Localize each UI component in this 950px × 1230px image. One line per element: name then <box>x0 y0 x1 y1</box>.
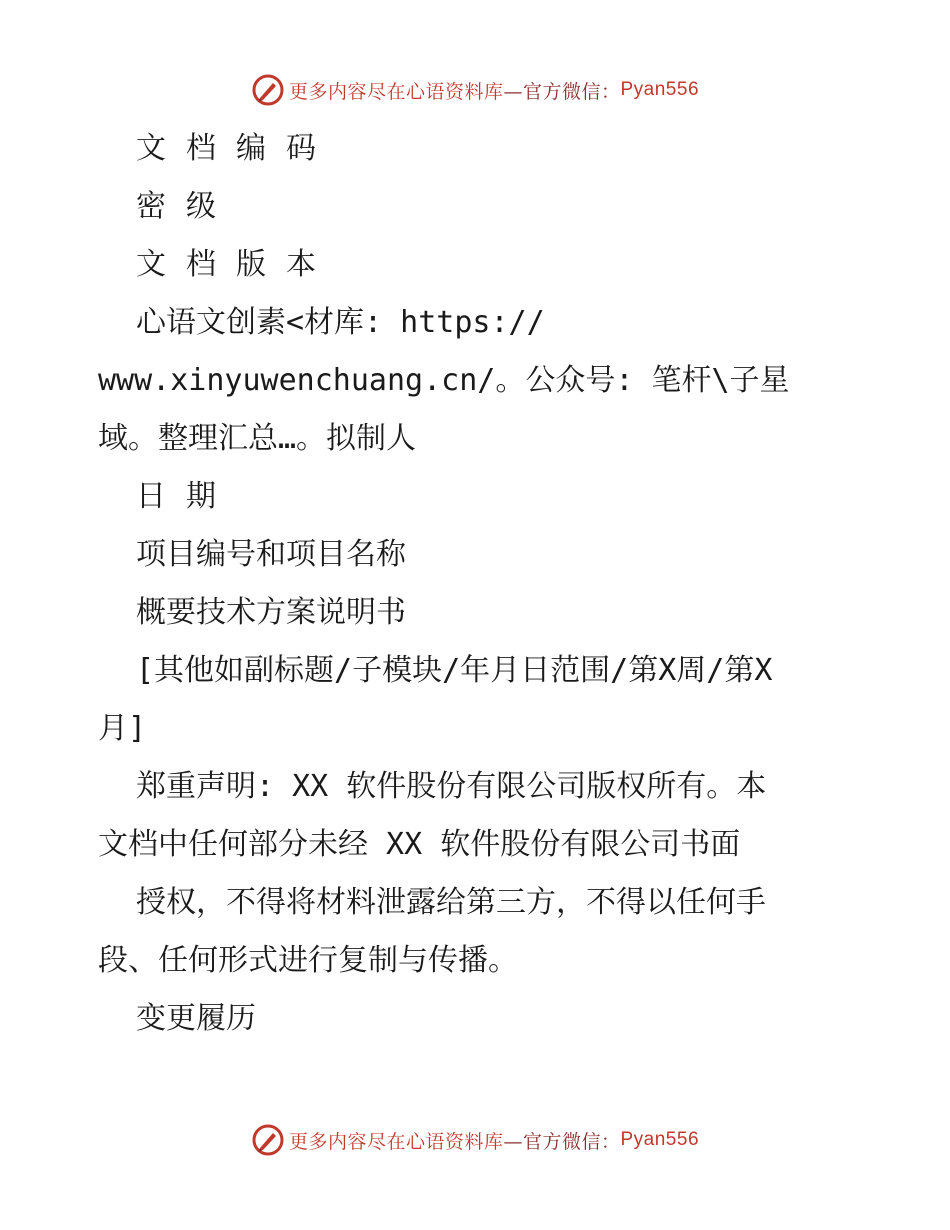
doc-line-code: 文档编码 <box>136 131 336 166</box>
doc-line-notice-1: 郑重声明: XX 软件股份有限公司版权所有。本 <box>136 769 767 804</box>
doc-line-source-1: 心语文创素<材库: https:// <box>136 305 545 340</box>
doc-line-notice-3: 授权，不得将材料泄露给第三方，不得以任何手 <box>136 885 766 920</box>
pen-logo-icon <box>251 1123 285 1157</box>
doc-line-date: 日期 <box>136 479 236 514</box>
doc-line-subtitle-1: [其他如副标题/子模块/年月日范围/第X周/第X <box>136 653 773 688</box>
doc-line-notice-2: 文档中任何部分未经 XX 软件股份有限公司书面 <box>98 827 741 862</box>
doc-line-project: 项目编号和项目名称 <box>136 537 406 572</box>
banner-wechat-id: Pyan556 <box>620 1129 700 1150</box>
pen-logo-icon <box>251 73 285 107</box>
header-watermark-banner <box>0 70 950 110</box>
banner-separator-text: —官方微信： <box>503 1130 621 1153</box>
doc-line-source-2: www.xinyuwenchuang.cn/。公众号: 笔杆\子星 <box>98 363 790 398</box>
document-body <box>98 120 868 1048</box>
banner-separator-text: —官方微信： <box>503 80 621 103</box>
doc-line-notice-4: 段、任何形式进行复制与传播。 <box>98 943 518 978</box>
doc-line-subtitle-2: 月] <box>98 711 147 746</box>
banner-main-text: 更多内容尽在心语资料库 <box>288 80 504 103</box>
doc-line-source-3: 域。整理汇总…。拟制人 <box>98 421 417 456</box>
doc-line-change-history: 变更履历 <box>136 1001 256 1036</box>
footer-watermark-banner <box>0 1120 950 1160</box>
banner-main-text: 更多内容尽在心语资料库 <box>288 1130 504 1153</box>
banner-wechat-id: Pyan556 <box>620 79 700 100</box>
doc-line-title: 概要技术方案说明书 <box>136 595 406 630</box>
doc-line-security: 密级 <box>136 189 236 224</box>
doc-line-version: 文档版本 <box>136 247 336 282</box>
